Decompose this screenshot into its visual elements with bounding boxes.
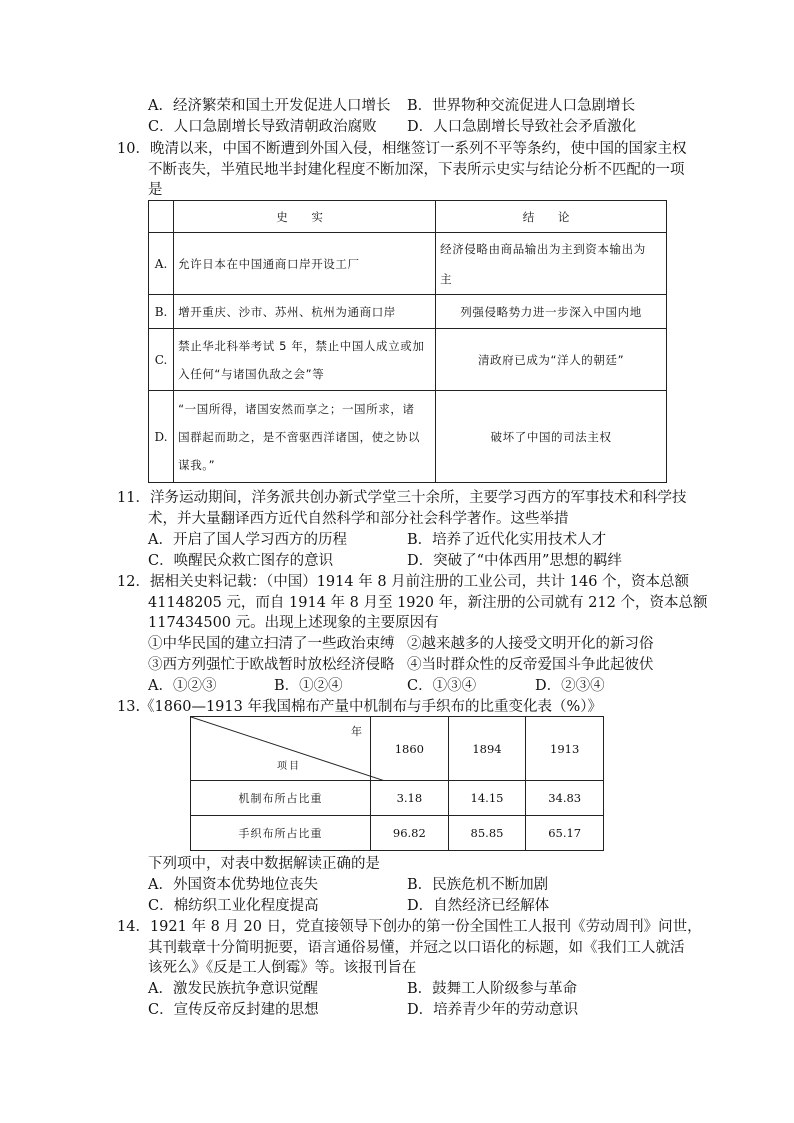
q13-row-hand-label: 手织布所占比重 bbox=[191, 816, 371, 851]
q12-option-c: C．①③④ bbox=[407, 678, 477, 694]
q13-corner-cell bbox=[191, 717, 371, 781]
q13-row-machine-1860: 3.18 bbox=[371, 781, 449, 816]
q12-stem-line-2: 41148205 元，而自 1914 年 8 月至 1920 年，新注册的公司就有 212 个，资本总额 bbox=[148, 595, 708, 611]
q13-corner-year-label: 年 bbox=[351, 725, 363, 738]
q10-row-c-fact-line-2: 入任何“与诸国仇敌之会”等 bbox=[178, 366, 325, 381]
q9-option-b: B．世界物种交流促进人口急剧增长 bbox=[407, 98, 636, 114]
q10-row-a-conclusion-line-1: 经济侵略由商品输出为主到资本输出为 bbox=[440, 241, 646, 256]
q11-option-c: C．唤醒民众救亡图存的意识 bbox=[148, 553, 334, 569]
q14-option-d: D．培养青少年的劳动意识 bbox=[407, 1002, 579, 1018]
q10-row-c-conclusion-line: 清政府已成为“洋人的朝廷” bbox=[477, 352, 625, 367]
q13-row-hand-1860: 96.82 bbox=[371, 816, 449, 851]
q10-row-c-fact-line-1: 禁止华北科举考试 5 年，禁止中国人成立或加 bbox=[178, 338, 425, 353]
q13-option-a: A．外国资本优势地位丧失 bbox=[148, 877, 318, 893]
q10-table-header bbox=[149, 201, 667, 233]
q12-item-4: ④当时群众性的反帝爱国斗争此起彼伏 bbox=[407, 657, 654, 673]
q11-option-d: D．突破了“中体西用”思想的羁绊 bbox=[407, 553, 622, 569]
q9-option-a: A．经济繁荣和国土开发促进人口增长 bbox=[148, 98, 391, 114]
q12-option-b: B．①②④ bbox=[274, 678, 343, 694]
q13-table bbox=[190, 716, 604, 851]
q14-option-c: C．宣传反帝反封建的思想 bbox=[148, 1002, 319, 1018]
q10-row-b-conclusion bbox=[436, 295, 667, 329]
q14-stem-line-2: 其刊载章十分简明扼要，语言通俗易懂，并冠之以口语化的标题，如《我们工人就活 bbox=[148, 940, 685, 956]
q10-row-c-label: C. bbox=[149, 329, 174, 391]
table-row bbox=[149, 391, 667, 483]
q14-option-a: A．激发民族抗争意识觉醒 bbox=[148, 981, 318, 997]
q10-row-b-conclusion-line: 列强侵略势力进一步深入中国内地 bbox=[460, 304, 642, 319]
q10-stem-line-1: 10．晚清以来，中国不断遭到外国入侵，相继签订一系列不平等条约，使中国的国家主权 bbox=[117, 141, 687, 157]
q10-row-a-conclusion-line-2: 主 bbox=[440, 271, 453, 286]
q10-row-d-label: D. bbox=[149, 391, 174, 483]
q13-row-hand-1913: 65.17 bbox=[526, 816, 604, 851]
table-row bbox=[149, 233, 667, 295]
q10-row-d-conclusion-line: 破坏了中国的司法主权 bbox=[490, 429, 612, 444]
q13-row-machine-1894: 14.15 bbox=[448, 781, 526, 816]
q10-table bbox=[148, 200, 667, 483]
q10-row-a-fact-line: 允许日本在中国通商口岸开设工厂 bbox=[178, 256, 360, 271]
q10-header-conclusion: 结 论 bbox=[436, 201, 667, 233]
q12-option-d: D．②③④ bbox=[535, 678, 605, 694]
q11-option-b: B．培养了近代化实用技术人才 bbox=[407, 532, 607, 548]
q13-row-machine-1913: 34.83 bbox=[526, 781, 604, 816]
q10-row-d-fact-line-2: 国群起而助之，是不啻驱西洋诸国，使之协以 bbox=[178, 429, 421, 444]
q10-row-c-fact bbox=[174, 329, 436, 391]
q11-stem-line-2: 术，并大量翻译西方近代自然科学和部分社会科学著作。这些举措 bbox=[148, 511, 569, 527]
table-row bbox=[191, 781, 604, 816]
q10-row-b-fact bbox=[174, 295, 436, 329]
q10-row-d-fact-line-3: 谋我。” bbox=[178, 457, 216, 472]
q9-option-d: D．人口急剧增长导致社会矛盾激化 bbox=[407, 119, 637, 135]
q12-item-1: ①中华民国的建立扫清了一些政治束缚 bbox=[148, 636, 395, 652]
q11-option-a: A．开启了国人学习西方的历程 bbox=[148, 532, 347, 548]
table-row bbox=[149, 329, 667, 391]
q11-stem-line-1: 11．洋务运动期间，洋务派共创办新式学堂三十余所，主要学习西方的军事技术和科学技 bbox=[117, 490, 687, 506]
q10-header-fact: 史 实 bbox=[174, 201, 436, 233]
q12-item-3: ③西方列强忙于欧战暂时放松经济侵略 bbox=[148, 657, 395, 673]
q10-row-d-fact bbox=[174, 391, 436, 483]
q12-stem-line-1: 12．据相关史料记载：（中国）1914 年 8 月前注册的工业公司，共计 146 个，资本总额 bbox=[117, 574, 690, 590]
q10-stem-line-2: 不断丧失，半殖民地半封建化程度不断加深，下表所示史实与结论分析不匹配的一项 bbox=[148, 162, 685, 178]
q13-year-1913: 1913 bbox=[526, 717, 604, 781]
q13-title: 13.《1860—1913 年我国棉布产量中机制布与手织布的比重变化表（%）》 bbox=[117, 699, 602, 715]
table-row bbox=[149, 295, 667, 329]
q9-option-c: C．人口急剧增长导致清朝政治腐败 bbox=[148, 119, 377, 135]
q14-option-b: B．鼓舞工人阶级参与革命 bbox=[407, 981, 578, 997]
q10-row-a-label: A. bbox=[149, 233, 174, 295]
q12-item-2: ②越来越多的人接受文明开化的新习俗 bbox=[407, 636, 654, 652]
q10-row-a-conclusion bbox=[436, 233, 667, 295]
q13-year-1894: 1894 bbox=[448, 717, 526, 781]
table-row bbox=[191, 816, 604, 851]
q13-corner-item-label: 项目 bbox=[277, 761, 301, 772]
q13-option-c: C．棉纺织工业化程度提高 bbox=[148, 898, 319, 914]
q13-row-machine-label: 机制布所占比重 bbox=[191, 781, 371, 816]
q13-table-header bbox=[191, 717, 604, 781]
q13-row-hand-1894: 85.85 bbox=[448, 816, 526, 851]
q13-stem: 下列项中，对表中数据解读正确的是 bbox=[148, 856, 380, 872]
q13-year-1860: 1860 bbox=[371, 717, 449, 781]
q13-option-b: B．民族危机不断加剧 bbox=[407, 877, 549, 893]
q10-row-b-fact-line: 增开重庆、沙市、苏州、杭州为通商口岸 bbox=[178, 304, 396, 319]
q12-stem-line-3: 117434500 元。出现上述现象的主要原因有 bbox=[148, 615, 439, 631]
q12-option-a: A．①②③ bbox=[148, 678, 217, 694]
q10-row-b-label: B. bbox=[149, 295, 174, 329]
q10-row-d-fact-line-1: “一国所得，诸国安然而享之；一国所求，诸 bbox=[178, 401, 415, 416]
q10-stem-line-3: 是 bbox=[148, 182, 163, 198]
q13-option-d: D．自然经济已经解体 bbox=[407, 898, 550, 914]
q10-header-blank bbox=[149, 201, 174, 233]
q10-row-a-fact bbox=[174, 233, 436, 295]
q10-row-c-conclusion bbox=[436, 329, 667, 391]
q14-stem-line-1: 14．1921 年 8 月 20 日，党直接领导下创办的第一份全国性工人报刊《劳动周刊》问世， bbox=[117, 919, 702, 935]
q10-row-d-conclusion bbox=[436, 391, 667, 483]
q14-stem-line-3: 该死么》《反是工人倒霉》等。该报刊旨在 bbox=[148, 960, 417, 976]
